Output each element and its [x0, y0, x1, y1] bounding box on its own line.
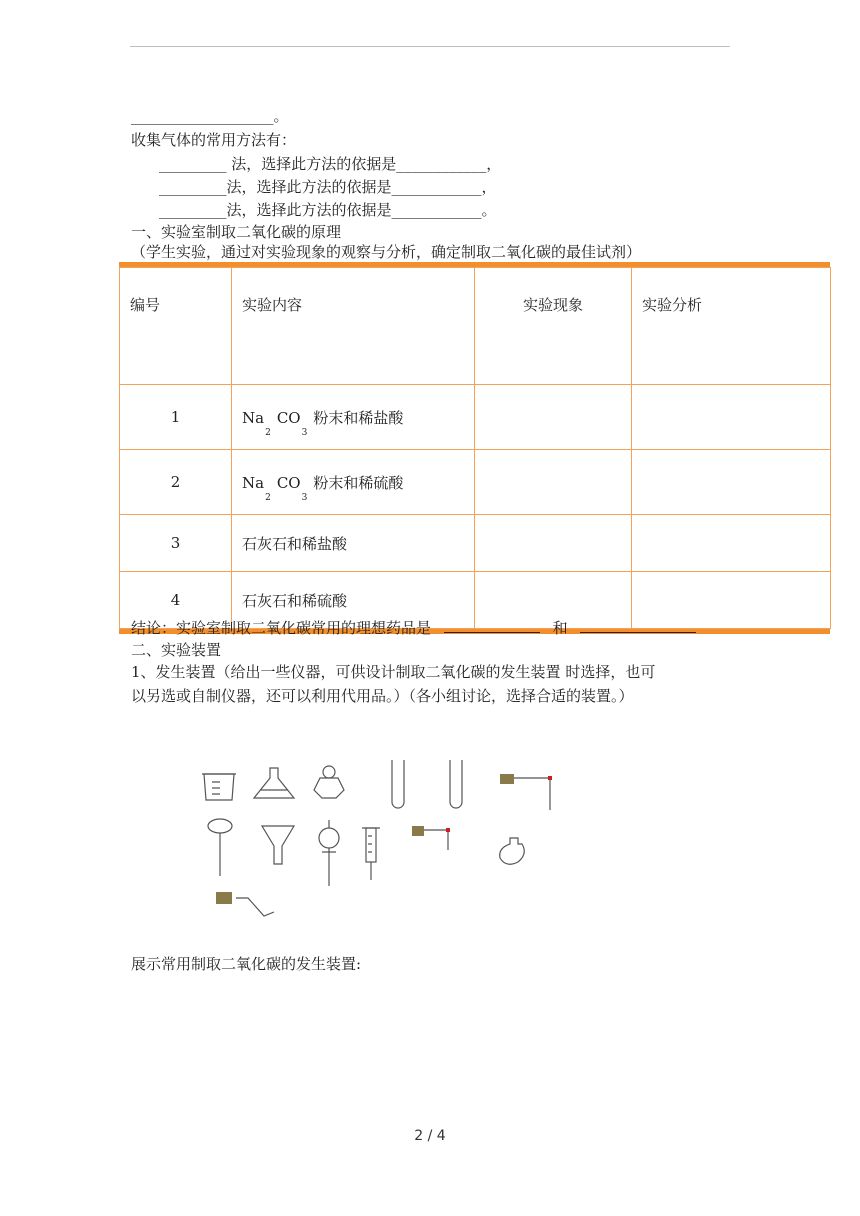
header-phenomenon: 实验现象 — [475, 268, 632, 385]
section2-para-line-2: 以另选或自制仪器，还可以利用代用品。）（各小组讨论，选择合适的装置。） — [131, 687, 634, 705]
row-analysis[interactable] — [632, 515, 831, 572]
experiment-table — [119, 262, 830, 634]
row-analysis[interactable] — [632, 385, 831, 450]
section2-title: 二、实验装置 — [131, 641, 222, 659]
row-content: $Na_2CO_3$粉末和稀硫酸 — [232, 450, 475, 515]
collect-line-3: _________法，选择此方法的依据是____________。 — [159, 201, 497, 219]
section1-note: （学生实验，通过对实验现象的观察与分析，确定制取二氧化碳的最佳试剂） — [131, 243, 642, 261]
header-analysis: 实验分析 — [632, 268, 831, 385]
conclusion-text: 结论：实验室制取二氧化碳常用的理想药品是 — [131, 619, 432, 637]
row-number: 1 — [120, 385, 232, 450]
row-content: $Na_2CO_3$粉末和稀盐酸 — [232, 385, 475, 450]
page-number: 2 / 4 — [414, 1128, 446, 1144]
table-row — [120, 450, 831, 515]
row-phenomenon[interactable] — [475, 385, 632, 450]
collect-title: 收集气体的常用方法有： — [131, 131, 297, 149]
conclusion — [131, 617, 696, 638]
row-content: 石灰石和稀盐酸 — [232, 515, 475, 572]
blank-line: ___________________。 — [131, 107, 289, 125]
thistle-funnel-icon — [208, 819, 232, 876]
conclusion-and: 和 — [552, 619, 568, 637]
show-apparatus-text: 展示常用制取二氧化碳的发生装置: — [131, 955, 362, 973]
test-tube-icon — [392, 760, 404, 808]
header-number: 编号 — [120, 268, 232, 385]
apparatus-illustration — [190, 748, 570, 928]
row-number: 2 — [120, 450, 232, 515]
table-row — [120, 385, 831, 450]
row-analysis[interactable] — [632, 450, 831, 515]
row-phenomenon[interactable] — [475, 515, 632, 572]
test-tube-icon — [450, 760, 462, 808]
bent-tube-icon — [236, 898, 274, 916]
table-row — [120, 515, 831, 572]
row-phenomenon[interactable] — [475, 450, 632, 515]
beaker-icon — [202, 774, 236, 800]
row-number: 3 — [120, 515, 232, 572]
collect-line-2: _________法，选择此方法的依据是____________， — [159, 178, 497, 196]
syringe-icon — [362, 828, 380, 880]
conical-flask-icon — [254, 768, 294, 798]
separatory-funnel-icon — [319, 820, 339, 886]
collect-line-1: _________ 法，选择此方法的依据是____________， — [159, 155, 502, 173]
header-rule — [130, 46, 730, 47]
table-header-row — [120, 268, 831, 385]
flask-icon — [500, 838, 525, 864]
funnel-icon — [262, 826, 294, 864]
answer-blank-1[interactable] — [444, 617, 540, 633]
answer-blank-2[interactable] — [580, 617, 696, 633]
header-content: 实验内容 — [232, 268, 475, 385]
glass-tube-icon — [420, 830, 448, 850]
row-number: 4 — [120, 572, 232, 629]
alcohol-lamp-icon — [314, 766, 344, 798]
section2-para-line-1: 1、发生装置（给出一些仪器，可供设计制取二氧化碳的发生装置 时选择，也可 — [131, 663, 656, 681]
row-content: 石灰石和稀硫酸 — [232, 572, 475, 629]
section1-title: 一、实验室制取二氧化碳的原理 — [131, 223, 342, 241]
